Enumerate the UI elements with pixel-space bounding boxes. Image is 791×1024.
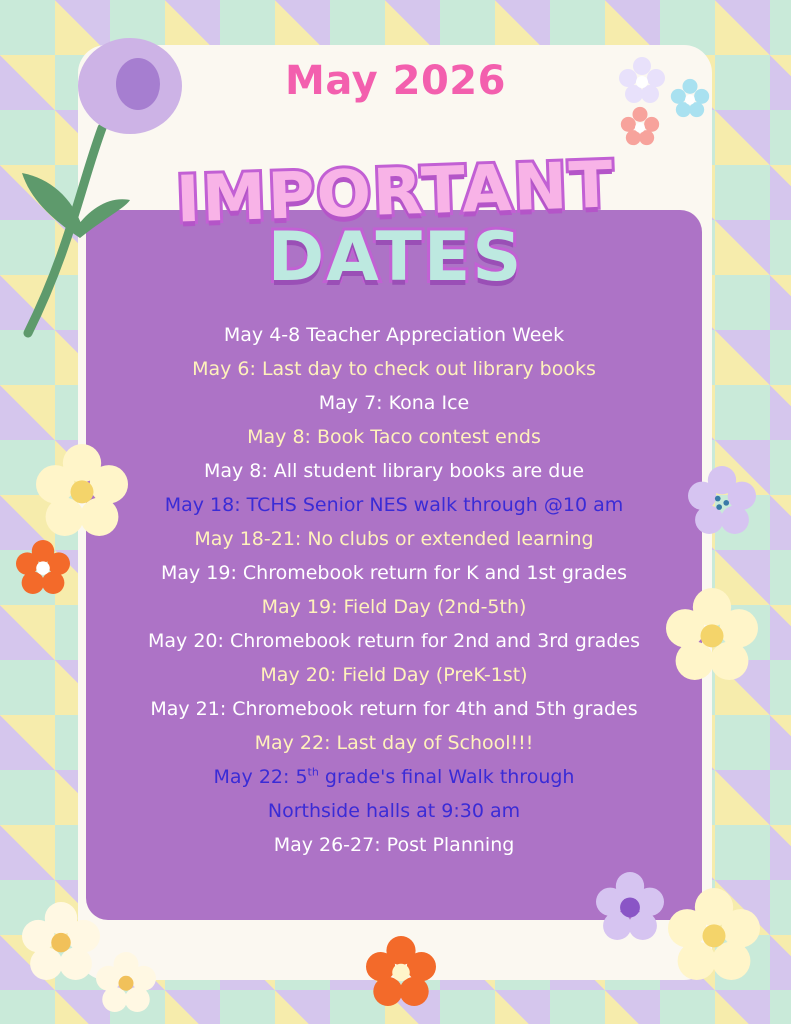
flower-icon xyxy=(668,888,760,980)
flower-icon xyxy=(366,936,436,1006)
list-item: May 8: All student library books are due xyxy=(203,460,585,482)
flower-icon xyxy=(620,106,660,146)
heading-important: IMPORTANT xyxy=(175,148,616,238)
final-walk-prefix: May 22: 5 xyxy=(213,766,308,788)
list-item: May 18-21: No clubs or extended learning xyxy=(194,528,594,550)
list-item: May 19: Field Day (2nd-5th) xyxy=(261,596,527,618)
list-item: May 20: Field Day (PreK-1st) xyxy=(260,664,528,686)
list-item: May 26-27: Post Planning xyxy=(273,834,515,856)
list-item-final-walk-line2: Northside halls at 9:30 am xyxy=(267,800,521,822)
page-title: May 2026 xyxy=(285,58,506,104)
flower-icon xyxy=(16,540,70,594)
list-item: May 22: Last day of School!!! xyxy=(254,732,534,754)
list-item: May 19: Chromebook return for K and 1st grades xyxy=(160,562,628,584)
final-walk-suffix: grade's final Walk through xyxy=(318,766,575,788)
heading-dates: DATES xyxy=(267,218,524,297)
events-list xyxy=(86,318,702,862)
flower-icon xyxy=(22,902,100,980)
list-item: May 8: Book Taco contest ends xyxy=(247,426,541,448)
list-item: May 20: Chromebook return for 2nd and 3rd grades xyxy=(148,630,640,652)
list-item: May 18: TCHS Senior NES walk through @10 am xyxy=(164,494,624,516)
list-item: May 7: Kona Ice xyxy=(318,392,470,414)
flower-icon xyxy=(96,952,156,1012)
list-item-final-walk xyxy=(86,760,702,794)
list-item: May 4-8 Teacher Appreciation Week xyxy=(223,324,565,346)
list-item: May 21: Chromebook return for 4th and 5th grades xyxy=(150,698,638,720)
final-walk-sup: th xyxy=(307,765,319,779)
list-item: May 6: Last day to check out library books xyxy=(192,358,596,380)
flower-icon xyxy=(596,872,664,940)
